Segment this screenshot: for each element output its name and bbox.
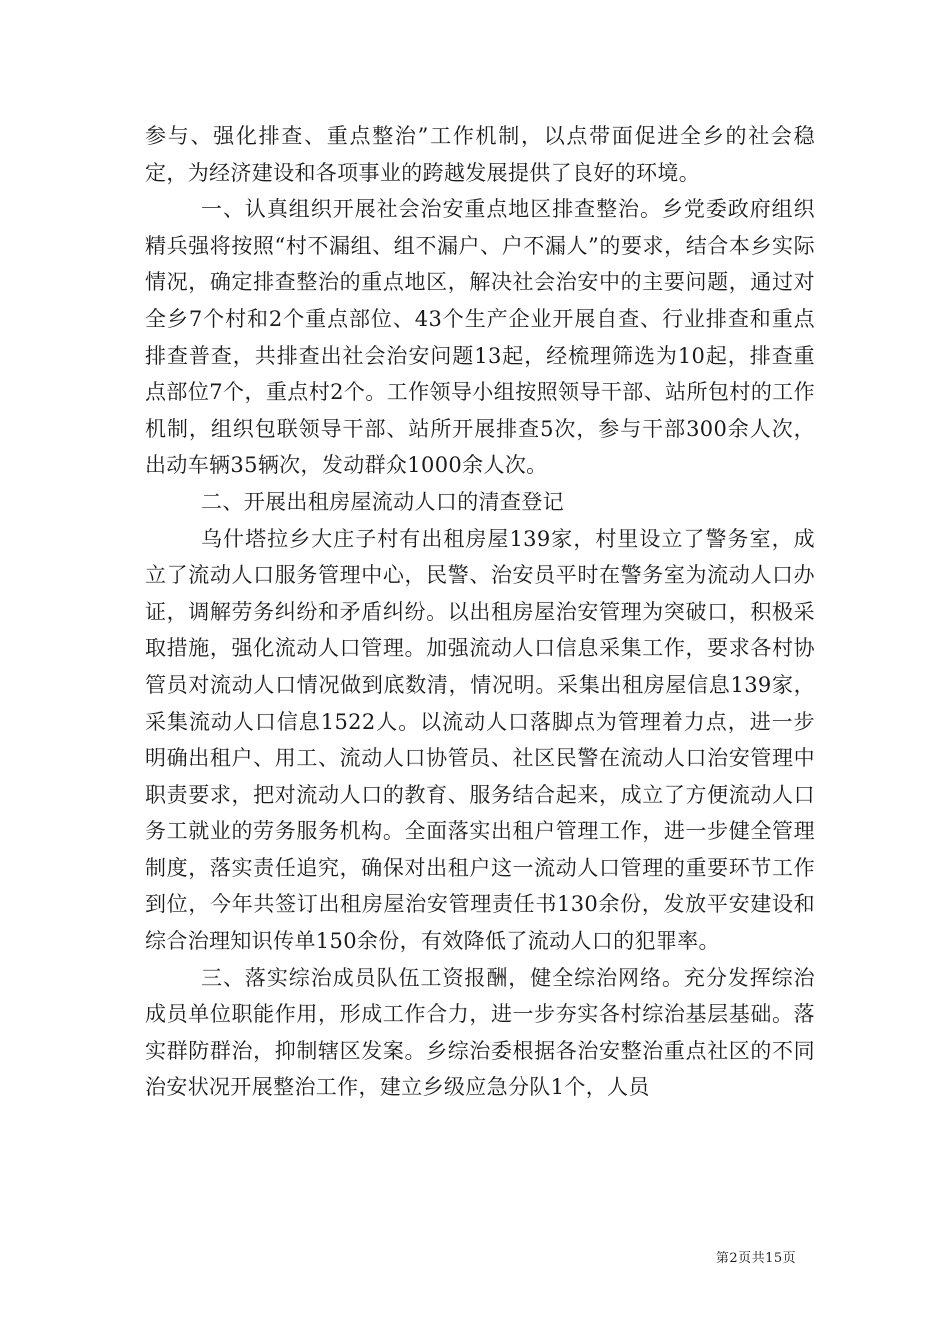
document-body	[145, 118, 815, 1106]
paragraph-1: 参与、强化排查、重点整治”工作机制，以点带面促进全乡的社会稳定，为经济建设和各项事业的跨越发展提供了良好的环境。	[145, 124, 815, 185]
paragraph-3-heading: 二、开展出租房屋流动人口的清查登记	[201, 489, 564, 514]
page-number: 第2页共15页	[715, 1251, 797, 1266]
paragraph-5: 三、落实综治成员队伍工资报酬，健全综治网络。充分发挥综治成员单位职能作用，形成工作合力，进一步夯实各村综治基层基础。落实群防群治，抑制辖区发案。乡综治委根据各治安整治重点社区的不同治安状况开展整治工作，建立乡级应急分队1个，人员	[145, 965, 815, 1100]
page-footer	[0, 1247, 950, 1266]
paragraph-2: 一、认真组织开展社会治安重点地区排查整治。乡党委政府组织精兵强将按照“村不漏组、组不漏户、户不漏人”的要求，结合本乡实际情况，确定排查整治的重点地区，解决社会治安中的主要问题，通过对全乡7个村和2个重点部位、43个生产企业开展自查、行业排查和重点排查普查，共排查出社会治安问题13起，经梳理筛选为10起，排查重点部位7个，重点村2个。工作领导小组按照领导干部、站所包村的工作机制，组织包联领导干部、站所开展排查5次，参与干部300余人次，出动车辆35辆次，发动群众1000余人次。	[145, 197, 815, 478]
paragraph-4: 乌什塔拉乡大庄子村有出租房屋139家，村里设立了警务室，成立了流动人口服务管理中心，民警、治安员平时在警务室为流动人口办证，调解劳务纠纷和矛盾纠纷。以出租房屋治安管理为突破口，积极采取措施，强化流动人口管理。加强流动人口信息采集工作，要求各村协管员对流动人口情况做到底数清，情况明。采集出租房屋信息139家，采集流动人口信息1522人。以流动人口落脚点为管理着力点，进一步明确出租户、用工、流动人口协管员、社区民警在流动人口治安管理中职责要求，把对流动人口的教育、服务结合起来，成立了方便流动人口务工就业的劳务服务机构。全面落实出租户管理工作，进一步健全管理制度，落实责任追究，确保对出租户这一流动人口管理的重要环节工作到位，今年共签订出租房屋治安管理责任书130余份，发放平安建设和综合治理知识传单150余份，有效降低了流动人口的犯罪率。	[145, 526, 815, 954]
